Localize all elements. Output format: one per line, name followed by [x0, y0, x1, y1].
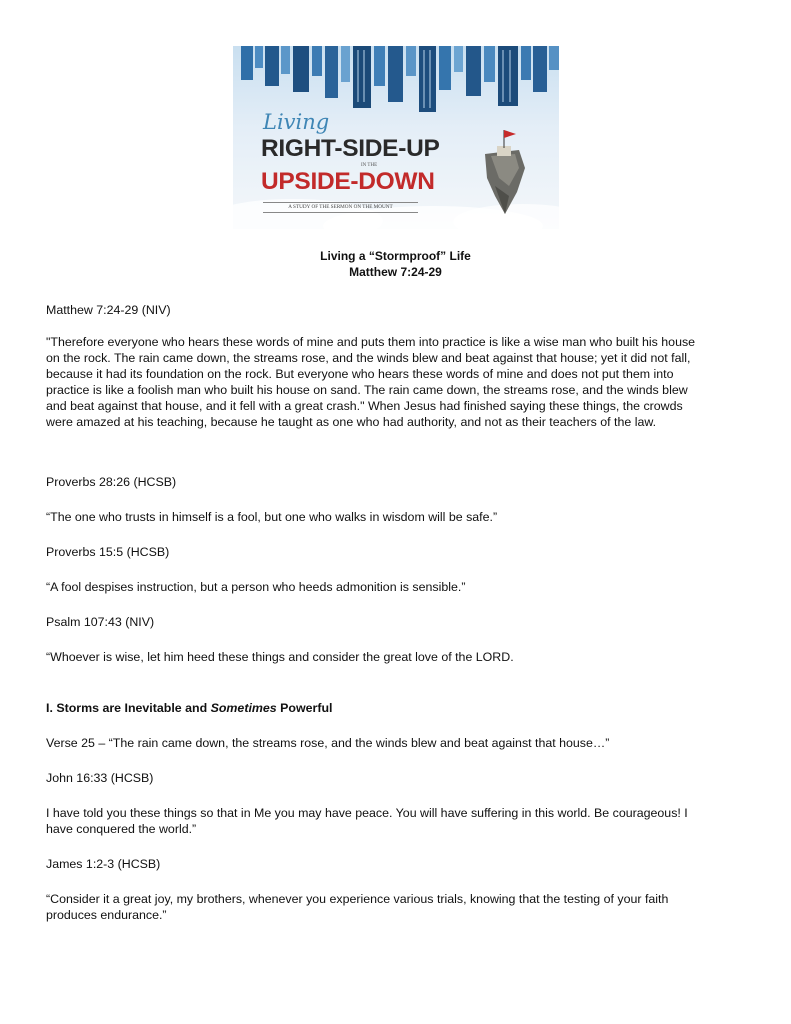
passage-line: "Therefore everyone who hears these words of mine and puts them into practice is like a wise man who built his house — [46, 335, 696, 349]
passage-line: practice is like a foolish man who built his house on sand. The rain came down, the streams rose, and the winds blew — [46, 383, 688, 397]
passage-line: on the rock. The rain came down, the streams rose, and the winds blew and beat against that house; yet it did not fall, — [46, 351, 691, 365]
section-heading — [46, 700, 332, 716]
passage-line: and beat against that house, and it fell with a great crash." When Jesus had finished saying these things, the crowds — [46, 399, 683, 413]
banner-in-the: IN THE — [361, 163, 378, 168]
james-passage — [46, 891, 746, 923]
psalm-reference: Psalm 107:43 (NIV) — [46, 615, 155, 629]
passage-line: “Consider it a great joy, my brothers, whenever you experience various trials, knowing that the testing of your faith — [46, 892, 669, 906]
verse-25-text: Verse 25 – “The rain came down, the streams rose, and the winds blew and beat against that house…” — [46, 736, 610, 750]
james-reference: James 1:2-3 (HCSB) — [46, 857, 161, 871]
passage-line: produces endurance.” — [46, 908, 167, 922]
heading-part: I. Storms are Inevitable and — [46, 701, 211, 715]
heading-part: Powerful — [276, 701, 333, 715]
heading-emphasis: Sometimes — [210, 701, 277, 715]
proverbs-15-5-reference: Proverbs 15:5 (HCSB) — [46, 545, 170, 559]
banner-title-line2: UPSIDE-DOWN — [261, 168, 435, 195]
sermon-series-banner — [233, 46, 559, 229]
page-title: Living a “Stormproof” Life — [320, 249, 471, 263]
passage-line: were amazed at his teaching, because he taught as one who had authority, and not as their teachers of the law. — [46, 415, 657, 429]
page-reference: Matthew 7:24-29 — [349, 265, 442, 279]
banner-script-word: Living — [263, 110, 330, 134]
banner-subtitle: A STUDY OF THE SERMON ON THE MOUNT — [263, 202, 418, 213]
proverbs-28-26-reference: Proverbs 28:26 (HCSB) — [46, 475, 177, 489]
proverbs-15-5-text: “A fool despises instruction, but a person who heeds admonition is sensible.” — [46, 580, 466, 594]
passage-line: have conquered the world.” — [46, 822, 197, 836]
john-reference: John 16:33 (HCSB) — [46, 771, 154, 785]
john-passage — [46, 805, 746, 837]
psalm-text: “Whoever is wise, let him heed these things and consider the great love of the LORD. — [46, 650, 514, 664]
passage-line: I have told you these things so that in Me you may have peace. You will have suffering in this world. Be courageous! I — [46, 806, 688, 820]
matthew-reference: Matthew 7:24-29 (NIV) — [46, 303, 171, 317]
matthew-passage — [46, 334, 746, 430]
banner-title-line1: RIGHT-SIDE-UP — [261, 135, 440, 162]
proverbs-28-26-text: “The one who trusts in himself is a fool, but one who walks in wisdom will be safe.” — [46, 510, 498, 524]
passage-line: because it had its foundation on the rock. But everyone who hears these words of mine and does not put them into — [46, 367, 674, 381]
